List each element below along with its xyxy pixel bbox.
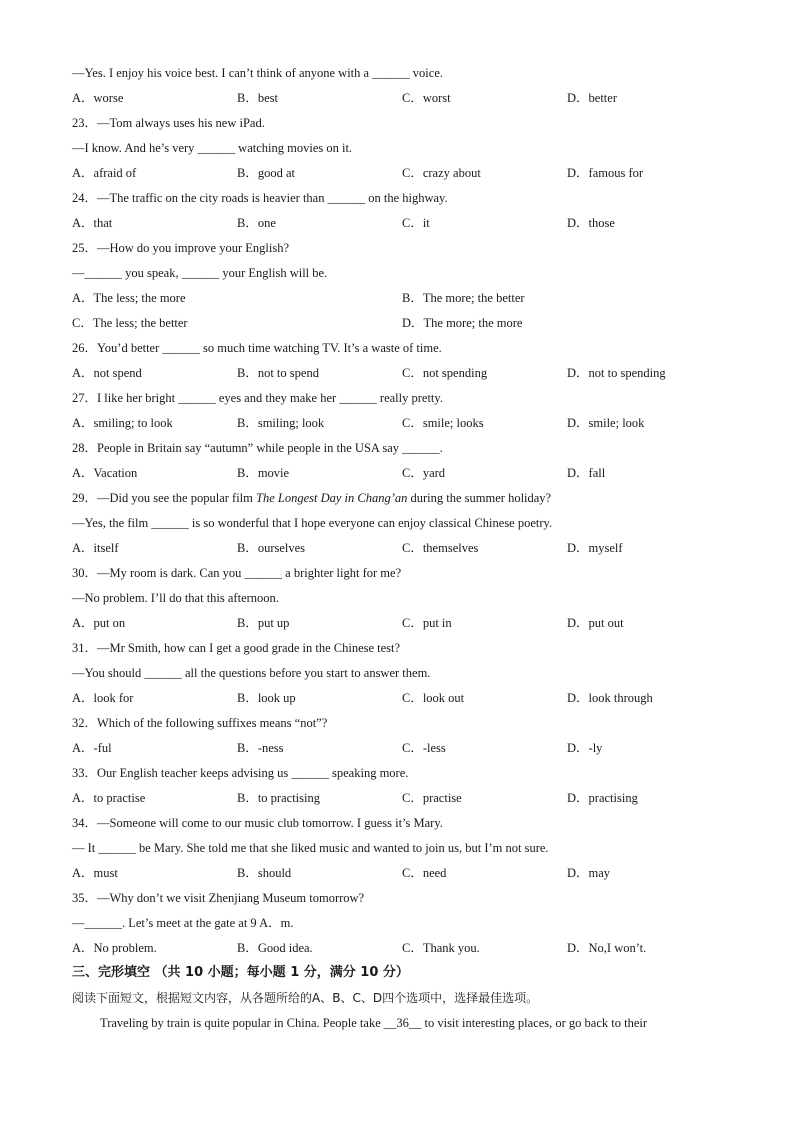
answer-option: C．The less; the better (72, 316, 188, 330)
question-line: 24．—The traffic on the city roads is heavier than ______ on the highway. (72, 191, 448, 205)
answer-option: C．Thank you. (402, 941, 480, 955)
option-row (72, 613, 732, 638)
answer-option: D．The more; the more (402, 316, 523, 330)
option-row (72, 688, 732, 713)
answer-option: C．look out (402, 691, 465, 705)
option-row (72, 313, 732, 338)
question-line: —______ you speak, ______ your English will be. (72, 266, 328, 280)
option-row (72, 788, 732, 813)
option-row (72, 938, 732, 963)
answer-option: A．afraid of (72, 166, 137, 180)
question-line: 27．I like her bright ______ eyes and they make her ______ really pretty. (72, 391, 443, 405)
question-line: — It ______ be Mary. She told me that she liked music and wanted to join us, but I’m not sure. (72, 841, 549, 855)
answer-option: A．must (72, 866, 118, 880)
passage-line (72, 1013, 732, 1038)
answer-option: D．myself (567, 541, 623, 555)
option-row (72, 463, 732, 488)
answer-option: A．-ful (72, 741, 112, 755)
option-row (72, 413, 732, 438)
answer-option: B．ourselves (237, 541, 306, 555)
blank-number: __36__ (383, 1016, 422, 1030)
answer-option: C．themselves (402, 541, 479, 555)
question-line: 23．—Tom always uses his new iPad. (72, 116, 265, 130)
answer-option: B．to practising (237, 791, 320, 805)
question-line: —Yes. I enjoy his voice best. I can’t think of anyone with a ______ voice. (72, 66, 444, 80)
answer-option: B．best (237, 91, 278, 105)
answer-option: C．not spending (402, 366, 488, 380)
question-line: —You should ______ all the questions before you start to answer them. (72, 666, 431, 680)
section-heading: 三、完形填空 （共 10 小题；每小题 1 分，满分 10 分） (72, 965, 409, 980)
answer-option: A．The less; the more (72, 291, 186, 305)
question-line: —I know. And he’s very ______ watching movies on it. (72, 141, 353, 155)
answer-option: A．look for (72, 691, 134, 705)
passage-text: to visit interesting places, or go back to their (421, 1016, 648, 1030)
answer-option: C．put in (402, 616, 452, 630)
answer-option: C．it (402, 216, 430, 230)
answer-option: A．not spend (72, 366, 142, 380)
option-row (72, 738, 732, 763)
option-row (72, 213, 732, 238)
section-instructions: 阅读下面短文，根据短文内容，从各题所给的A、B、C、D四个选项中，选择最佳选项。 (72, 991, 539, 1005)
answer-option: C．crazy about (402, 166, 481, 180)
answer-option: C．worst (402, 91, 451, 105)
answer-option: B．look up (237, 691, 296, 705)
answer-option: C．practise (402, 791, 462, 805)
option-row (72, 88, 732, 113)
answer-option: B．movie (237, 466, 290, 480)
answer-option: A．put on (72, 616, 126, 630)
question-text: during the summer holiday? (407, 491, 552, 505)
answer-option: B．should (237, 866, 292, 880)
question-line: 34．—Someone will come to our music club tomorrow. I guess it’s Mary. (72, 816, 443, 830)
answer-option: B．The more; the better (402, 291, 525, 305)
answer-option: A．No problem. (72, 941, 157, 955)
option-row (72, 538, 732, 563)
answer-option: A．that (72, 216, 113, 230)
answer-option: C．-less (402, 741, 446, 755)
question-line: 30．—My room is dark. Can you ______ a brighter light for me? (72, 566, 402, 580)
answer-option: A．smiling; to look (72, 416, 173, 430)
answer-option: B．one (237, 216, 276, 230)
question-line: 25．—How do you improve your English? (72, 241, 289, 255)
answer-option: D．put out (567, 616, 624, 630)
question-line: 35．—Why don’t we visit Zhenjiang Museum tomorrow? (72, 891, 365, 905)
answer-option: A．Vacation (72, 466, 138, 480)
question-text: 29．—Did you see the popular film (72, 491, 256, 505)
option-row (72, 363, 732, 388)
question-line (72, 488, 732, 513)
answer-option: A．to practise (72, 791, 146, 805)
question-line: —______. Let’s meet at the gate at 9 A．m. (72, 916, 294, 930)
option-row (72, 288, 732, 313)
answer-option: B．not to spend (237, 366, 319, 380)
answer-option: C．need (402, 866, 447, 880)
question-line: 33．Our English teacher keeps advising us ______ speaking more. (72, 766, 409, 780)
film-title: The Longest Day in Chang’an (256, 491, 408, 505)
question-line: —No problem. I’ll do that this afternoon. (72, 591, 279, 605)
question-line: 32．Which of the following suffixes means “not”? (72, 716, 328, 730)
option-row (72, 863, 732, 888)
answer-option: B．Good idea. (237, 941, 313, 955)
exam-page (72, 63, 732, 1038)
question-line: —Yes, the film ______ is so wonderful that I hope everyone can enjoy classical Chinese poetry. (72, 516, 553, 530)
answer-option: B．good at (237, 166, 295, 180)
question-line: 26．You’d better ______ so much time watching TV. It’s a waste of time. (72, 341, 442, 355)
answer-option: D．look through (567, 691, 653, 705)
answer-option: D．fall (567, 466, 606, 480)
answer-option: B．-ness (237, 741, 284, 755)
answer-option: D．practising (567, 791, 638, 805)
answer-option: D．not to spending (567, 366, 666, 380)
answer-option: D．better (567, 91, 617, 105)
answer-option: A．itself (72, 541, 119, 555)
answer-option: C．yard (402, 466, 446, 480)
answer-option: B．smiling; look (237, 416, 325, 430)
answer-option: A．worse (72, 91, 124, 105)
answer-option: D．may (567, 866, 611, 880)
question-line: 28．People in Britain say “autumn” while people in the USA say ______. (72, 441, 443, 455)
answer-option: B．put up (237, 616, 290, 630)
answer-option: D．smile; look (567, 416, 645, 430)
option-row (72, 163, 732, 188)
question-line: 31．—Mr Smith, how can I get a good grade in the Chinese test? (72, 641, 401, 655)
answer-option: D．No,I won’t. (567, 941, 647, 955)
answer-option: D．famous for (567, 166, 644, 180)
answer-option: D．those (567, 216, 615, 230)
answer-option: D．-ly (567, 741, 603, 755)
answer-option: C．smile; looks (402, 416, 484, 430)
passage-text: Traveling by train is quite popular in China. People take (100, 1016, 384, 1030)
